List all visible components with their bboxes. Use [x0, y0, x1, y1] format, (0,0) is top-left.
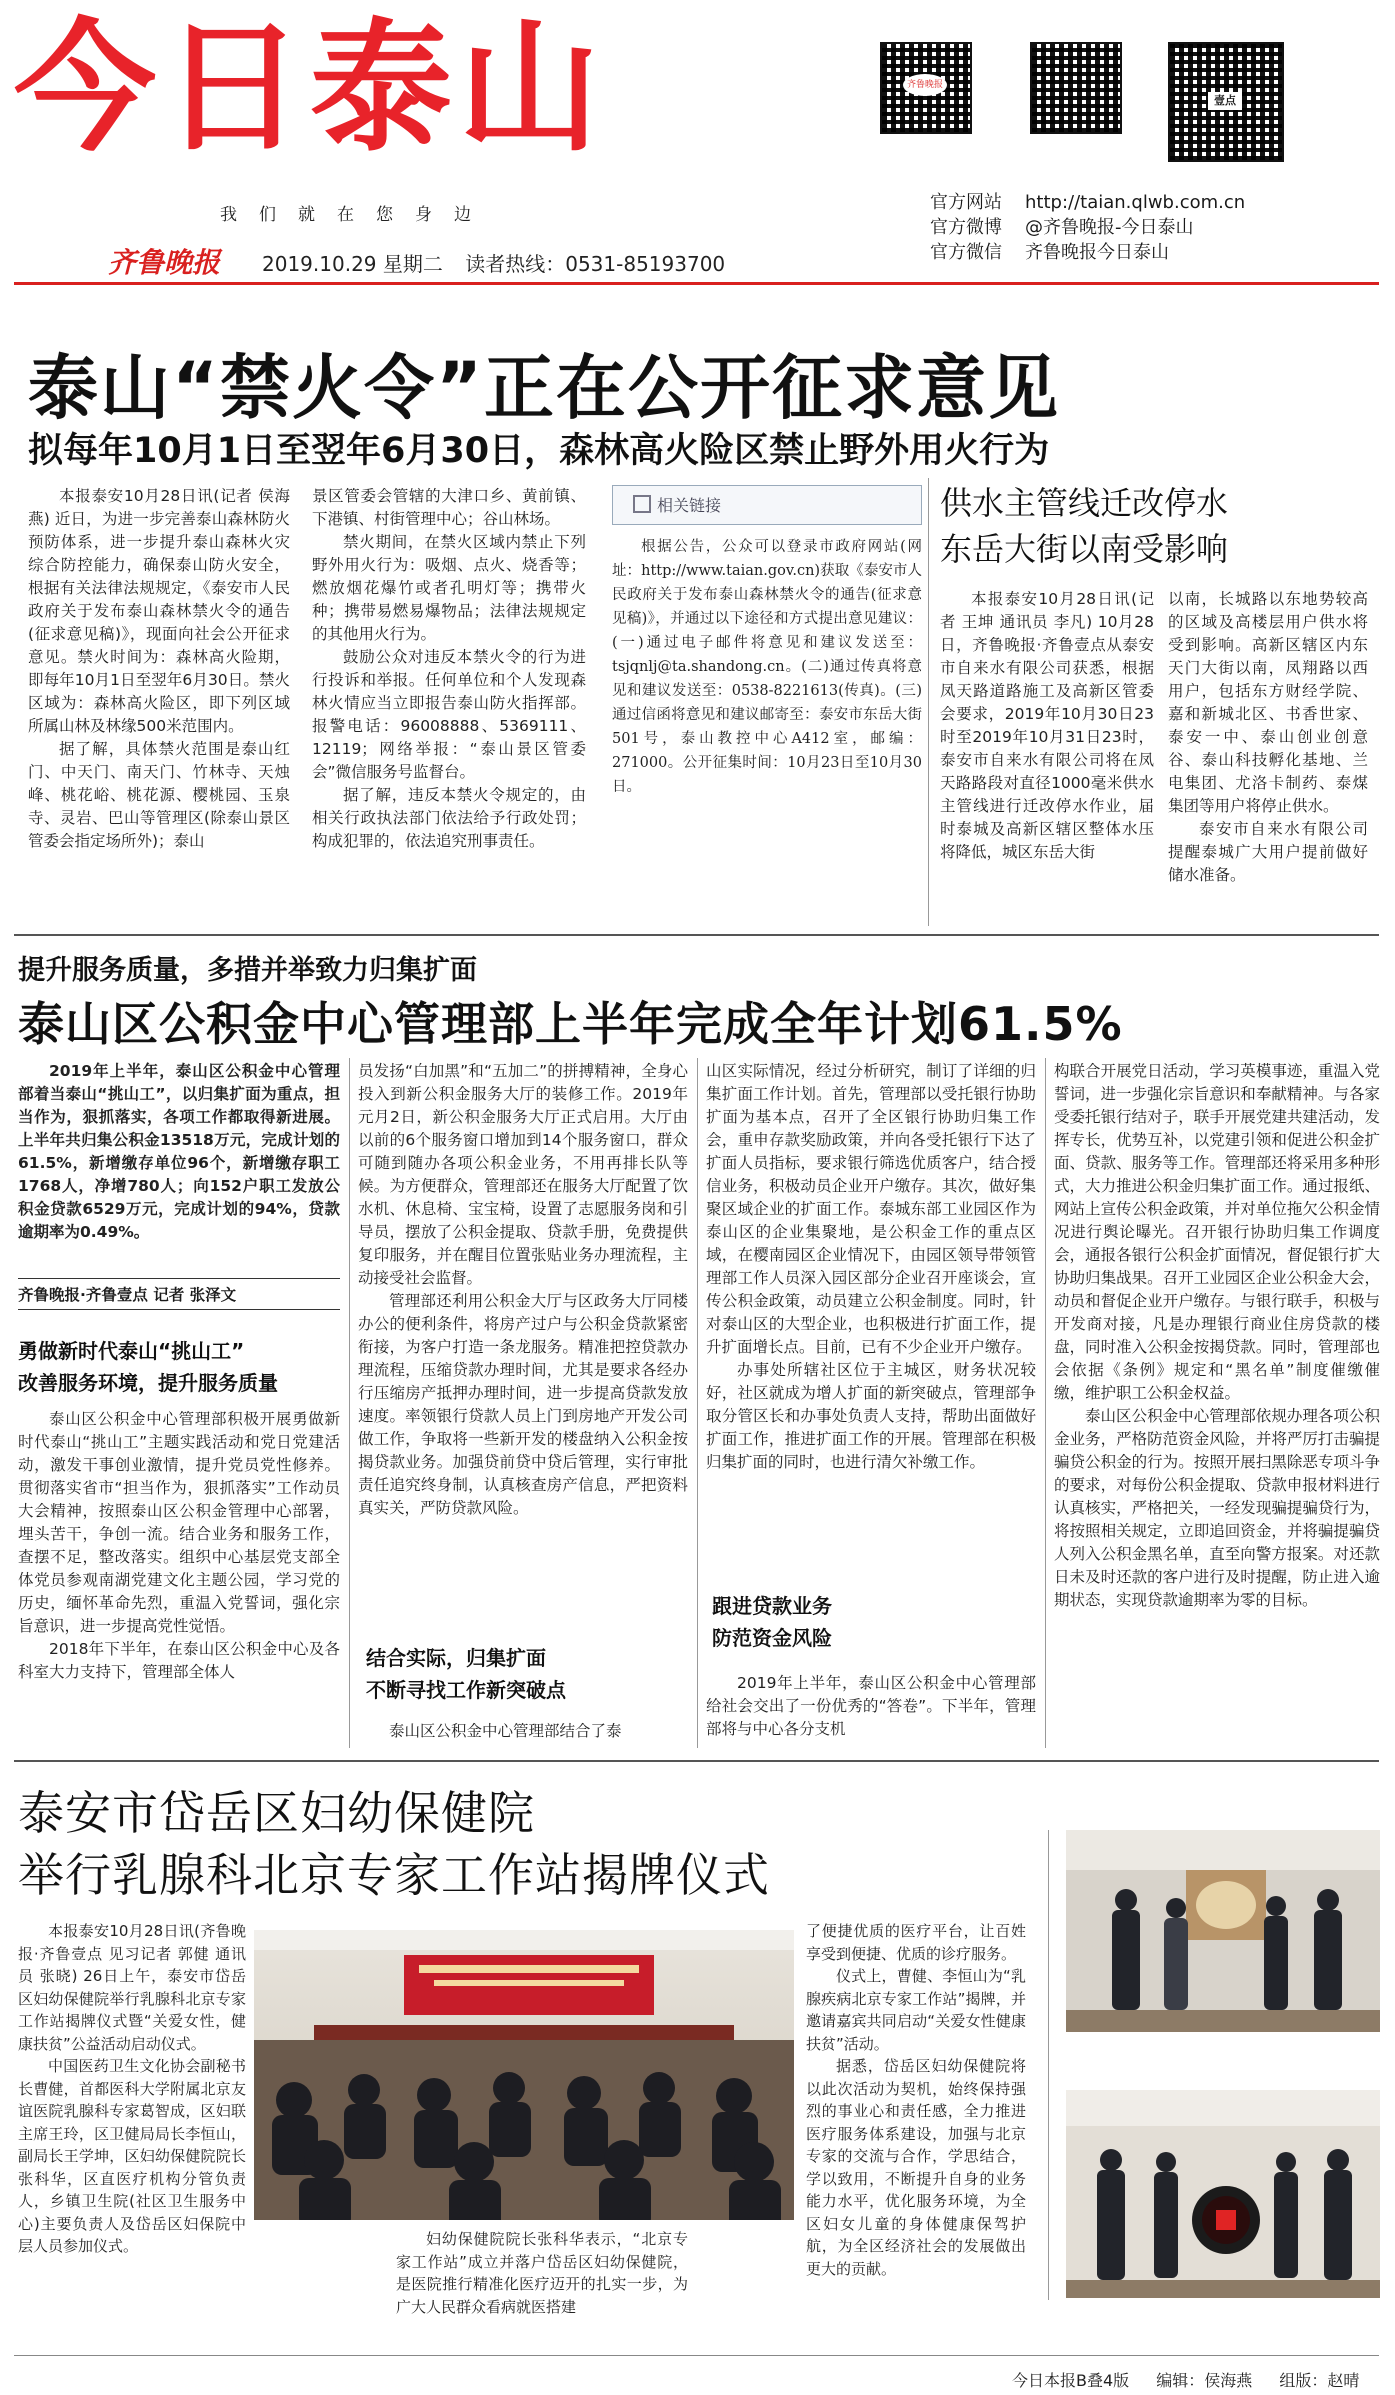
paragraph: 泰安市自来水有限公司提醒泰城广大用户提前做好储水准备。 — [1168, 820, 1368, 884]
water-column-2 — [1168, 588, 1368, 924]
paragraph: 2019年上半年，泰山区公积金中心管理部给社会交出了一份优秀的“答卷”。下半年，管理部将与中心各分支机 — [706, 1674, 1036, 1738]
paragraph: 2018年下半年，在泰山区公积金中心及各科室大力支持下，管理部全体人 — [18, 1640, 340, 1681]
paragraph: 员发扬“白加黑”和“五加二”的拼搏精神，全身心投入到新公积金服务大厅的装修工作。2019年元月2日，新公积金服务大厅正式启用。大厅由以前的6个服务窗口增加到14个服务窗口，群众可随到随办各项公积金业务，不用再排长队等候。为方便群众，管理部还在服务大厅配置了饮水机、休息椅、宝宝椅，设置了志愿服务岗和引导员，摆放了公积金提取、贷款手册，免费提供复印服务，并在醒目位置张贴业务办理流程，主动接受社会监督。 — [358, 1062, 688, 1287]
headline-line: 东岳大街以南受影响 — [940, 530, 1229, 568]
website-link[interactable]: http://taian.qlwb.com.cn — [1025, 192, 1246, 213]
lead-column-3 — [612, 535, 922, 923]
launch-photo — [1066, 2090, 1380, 2298]
subhead-line: 结合实际，归集扩面 — [366, 1646, 546, 1670]
editor-label: 编辑：侯海燕 — [1156, 2371, 1253, 2390]
subhead-line: 跟进贷款业务 — [712, 1594, 832, 1618]
lead-column-1 — [28, 485, 290, 927]
fund-kicker: 提升服务质量，多措并举致力归集扩面 — [18, 955, 477, 986]
fund-column-1 — [18, 1408, 340, 1748]
fund-subhead-2 — [366, 1642, 566, 1706]
hospital-column-2 — [396, 2228, 688, 2342]
paragraph: 鼓励公众对违反本禁火令的行为进行投诉和举报。任何单位和个人发现森林火情应当立即报告泰山防火指挥部。报警电话：96008888、5369111、12119；网络举报：“泰山景区管委会”微信服务号监督台。 — [312, 648, 586, 781]
headline-line: 举行乳腺科北京专家工作站揭牌仪式 — [18, 1848, 770, 1902]
masthead-rule — [14, 282, 1379, 285]
paragraph: 以南，长城路以东地势较高的区域及高楼层用户供水将受到影响。高新区辖区内东天门大街以南，凤翔路以西用户，包括东方财经学院、嘉和新城北区、书香世家、泰安一中、泰山创业创意谷、泰山科技孵化基地、兰电集团、尤洛卡制药、泰煤集团等用户将停止供水。 — [1168, 590, 1368, 815]
paragraph: 据了解，违反本禁火令规定的，由相关行政执法部门依法给予行政处罚；构成犯罪的，依法追究刑事责任。 — [312, 786, 586, 850]
weibo-handle: @齐鲁晚报-今日泰山 — [1025, 217, 1194, 238]
wechat-handle: 齐鲁晚报今日泰山 — [1025, 242, 1169, 263]
related-link-box — [612, 485, 922, 525]
fund-subhead-3 — [712, 1590, 832, 1654]
lead-subhead: 拟每年10月1日至翌年6月30日，森林高火险区禁止野外用火行为 — [28, 431, 1050, 471]
fund-subhead-1 — [18, 1335, 278, 1399]
issue-date: 2019.10.29 星期二 — [262, 252, 443, 276]
subhead-line: 防范资金风险 — [712, 1626, 832, 1650]
paragraph: 本报泰安10月28日讯(记者 王坤 通讯员 李凡) 10月28日，齐鲁晚报·齐鲁壹点从泰安市自来水有限公司获悉，根据凤天路道路施工及高新区管委会要求，2019年10月30日23时至2019年10月31日23时，泰安市自来水有限公司将在凤天路路段对直径1000毫米供水主管线进行迁改停水作业，届时泰城及高新区辖区整体水压将降低，城区东岳大街 — [940, 590, 1154, 861]
fund-column-3 — [706, 1060, 1036, 1580]
hospital-column-1 — [18, 1920, 246, 2340]
column-divider — [1045, 1058, 1046, 1748]
headline-line: 供水主管线迁改停水 — [940, 484, 1229, 522]
paragraph: 泰山区公积金中心管理部结合了泰 — [389, 1722, 622, 1740]
dateline — [262, 248, 725, 277]
column-divider — [928, 478, 929, 926]
hospital-column-3 — [806, 1920, 1026, 2340]
contact-label: 官方微信 — [930, 242, 1002, 263]
section-divider — [14, 934, 1379, 936]
qr-logo-label: 齐鲁晚报 — [903, 74, 947, 96]
hotline-label: 读者热线： — [465, 252, 566, 276]
launch-photo-image — [1066, 2090, 1380, 2298]
contact-label: 官方网站 — [930, 192, 1002, 213]
paragraph: 泰山区公积金中心管理部依规办理各项公积金业务，严格防范资金风险，并将严厉打击骗提骗贷公积金的行为。按照开展扫黑除恶专项斗争的要求，对每份公积金提取、贷款申报材料进行认真核实，严格把关，一经发现骗提骗贷行为，将按照相关规定，立即追回资金，并将骗提骗贷人列入公积金黑名单，直至向警方报案。对还款日未及时还款的客户进行及时提醒，防止进入逾期状态，实现贷款逾期率为零的目标。 — [1054, 1407, 1380, 1609]
section-divider — [14, 1760, 1379, 1762]
contact-label: 官方微博 — [930, 217, 1002, 238]
lead-column-2 — [312, 485, 586, 927]
masthead-title: 今日泰山 — [14, 6, 606, 171]
paragraph: 山区实际情况，经过分析研究，制订了详细的归集扩面工作计划。首先，管理部以受托银行协助扩面为基本点，召开了全区银行协助归集工作会，重申存款奖励政策，并向各受托银行下达了扩面人员指标，要求银行筛选优质客户，结合授信业务，积极动员企业开户缴存。其次，做好集聚区域企业的扩面工作。泰城东部工业园区作为泰山区的企业集聚地，是公积金工作的重点区域，在樱南园区企业情况下，由园区领导带领管理部工作人员深入园区部分企业召开座谈会，宣传公积金政策，动员建立公积金制度。同时，针对泰山区的大型企业，也积极进行扩面工作，提升扩面增长点。目前，已有不少企业开户缴存。 — [706, 1062, 1036, 1356]
meeting-photo — [254, 1930, 794, 2220]
paragraph: 仪式上，曹健、李恒山为“乳腺疾病北京专家工作站”揭牌，并邀请嘉宾共同启动“关爱女性健康扶贫”活动。 — [806, 1967, 1026, 2053]
paragraph: 根据公告，公众可以登录市政府网站(网址：http://www.taian.gov.cn)获取《泰安市人民政府关于发布泰山森林禁火令的通告(征求意见稿)》，并通过以下途径和方式提出意见建议：(一)通过电子邮件将意见和建议发送至：tsjqnlj@ta.shandong.cn。(二)通过传真将意见和建议发送至：0538-8221613(传真)。(三)通过信函将意见和建议邮寄至：泰安市东岳大街501号，泰山教控中心A412室，邮编：271000。公开征集时间：10月23日至10月30日。 — [612, 539, 922, 795]
lead-headline: 泰山“禁火令”正在公开征求意见 — [28, 347, 1061, 429]
paragraph: 办事处所辖社区位于主城区，财务状况较好，社区就成为增人扩面的新突破点，管理部争取分管区长和办事处负责人支持，帮助出面做好扩面工作，推进扩面工作的开展。管理部在积极归集扩面的同时，也进行清欠补缴工作。 — [706, 1361, 1036, 1471]
subhead-line: 不断寻找工作新突破点 — [366, 1678, 566, 1702]
column-divider — [697, 1058, 698, 1748]
paragraph: 泰山区公积金中心管理部积极开展勇做新时代泰山“挑山工”主题实践活动和党日党建活动，激发干事创业激情，提升党员党性修养。贯彻落实省市“担当作为，狠抓落实”工作动员大会精神，按照泰山区公积金管理中心部署，埋头苦干，争创一流。结合业务和服务工作，查摆不足，整改落实。组织中心基层党支部全体党员参观南湖党建文化主题公园，学习党的历史，缅怀革命先烈，重温入党誓词，强化宗旨意识，进一步提高党性觉悟。 — [18, 1410, 340, 1635]
layout-label: 组版：赵晴 — [1279, 2371, 1360, 2390]
paragraph: 妇幼保健院院长张科华表示，“北京专家工作站”成立并落户岱岳区妇幼保健院，是医院推行精准化医疗迈开的扎实一步，为广大人民群众看病就医搭建 — [396, 2230, 688, 2316]
unveiling-photo-image — [1066, 1830, 1380, 2032]
qr-logo-label: 壹点 — [1208, 92, 1242, 110]
masthead-slogan: 我们就在您身边 — [220, 205, 493, 225]
paragraph: 本报泰安10月28日讯(齐鲁晚报·齐鲁壹点 见习记者 郭健 通讯员 张晓) 26日上午，泰安市岱岳区妇幼保健院举行乳腺科北京专家工作站揭牌仪式暨“关爱女性，健康扶贫”公益活动启动仪式。 — [18, 1922, 246, 2053]
paragraph: 了便捷优质的医疗平台，让百姓享受到便捷、优质的诊疗服务。 — [806, 1922, 1026, 1963]
fund-lead — [18, 1060, 340, 1270]
footer-line — [1012, 2368, 1359, 2391]
paragraph: 本报泰安10月28日讯(记者 侯海燕) 近日，为进一步完善泰山森林防火预防体系，进一步提升泰山森林火灾综合防控能力，确保泰山防火安全，根据有关法律法规规定，《泰安市人民政府关于发布泰山森林禁火令的通告(征求意见稿)》，现面向社会公开征求意见。禁火时间为：森林高火险期，即每年10月1日至翌年6月30日。禁火区域为：森林高火险区，即下列区域所属山林及林缘500米范围内。 — [28, 487, 290, 735]
fund-column-2-tail — [358, 1720, 688, 1748]
link-icon — [633, 495, 651, 513]
qr-code-icon — [1030, 42, 1122, 134]
contacts-block — [930, 190, 1245, 265]
page-label: 今日本报B叠4版 — [1012, 2371, 1130, 2390]
related-link-label: 相关链接 — [657, 496, 722, 515]
hotline-number: 0531-85193700 — [565, 252, 726, 276]
paragraph: 管理部还利用公积金大厅与区政务大厅同楼办公的便利条件，将房产过户与公积金贷款紧密衔接，为客户打造一条龙服务。精准把控贷款办理流程，压缩贷款办理时间，尤其是要求各经办行压缩房产抵押办理时间，进一步提高贷款发放速度。率领银行贷款人员上门到房地产开发公司做工作，争取将一些新开发的楼盘纳入公积金按揭贷款业务。加强贷前贷中贷后管理，实行审批责任追究终身制，认真核查房产信息，严把资料真实关，严防贷款风险。 — [358, 1292, 688, 1517]
paragraph: 据悉，岱岳区妇幼保健院将以此次活动为契机，始终保持强烈的事业心和责任感，全力推进医疗服务体系建设，加强与北京专家的交流与合作，学思结合，学以致用，不断提升自身的业务能力水平，优化服务环境，为全区妇女儿童的身体健康保驾护航，为全区经济社会的发展做出更大的贡献。 — [806, 2057, 1026, 2278]
column-divider — [349, 1058, 350, 1748]
water-column-1 — [940, 588, 1154, 924]
water-headline — [940, 480, 1228, 572]
fund-column-4 — [1054, 1060, 1380, 1750]
paragraph: 构联合开展党日活动，学习英模事迹，重温入党誓词，进一步强化宗旨意识和奉献精神。与各家受委托银行结对子，联手开展党建共建活动，发挥专长，优势互补，以党建引领和促进公积金扩面、贷款、服务等工作。管理部还将采用多种形式，大力推进公积金归集扩面工作。通过报纸、网站上宣传公积金政策，并对单位拖欠公积金情况进行舆论曝光。召开银行协助归集工作调度会，通报各银行公积金扩面情况，督促银行扩大协助归集战果。召开工业园区企业公积金大会，动员和督促企业开户缴存。与银行联手，积极与开发商对接，凡是办理银行商业住房贷款的楼盘，同时准入公积金按揭贷款。同时，管理部也会依据《条例》规定和“黑名单”制度催缴催缴，维护职工公积金权益。 — [1054, 1062, 1380, 1402]
hospital-headline — [18, 1782, 770, 1906]
footer-rule — [14, 2355, 1379, 2356]
headline-line: 泰安市岱岳区妇幼保健院 — [18, 1786, 535, 1840]
fund-column-3-tail — [706, 1672, 1036, 1748]
paragraph: 景区管委会管辖的大津口乡、黄前镇、下港镇、村街管理中心；谷山林场。 — [312, 487, 586, 528]
fund-headline: 泰山区公积金中心管理部上半年完成全年计划61.5% — [18, 997, 1123, 1051]
subhead-line: 勇做新时代泰山“挑山工” — [18, 1339, 245, 1363]
fund-byline: 齐鲁晚报·齐鲁壹点 记者 张泽文 — [18, 1278, 340, 1310]
unveiling-photo — [1066, 1830, 1380, 2032]
fund-column-2 — [358, 1060, 688, 1630]
subhead-line: 改善服务环境，提升服务质量 — [18, 1371, 278, 1395]
brand-logo: 齐鲁晚报 — [108, 246, 221, 279]
paragraph: 中国医药卫生文化协会副秘书长曹健，首都医科大学附属北京友谊医院乳腺科专家葛智成，区妇联主席王玲，区卫健局局长李恒山，副局长王学坤，区妇幼保健院院长张科华，区直医疗机构分管负责人，乡镇卫生院(社区卫生服务中心)主要负责人及岱岳区妇保院中层人员参加仪式。 — [18, 2057, 246, 2255]
column-divider — [1048, 1830, 1049, 2300]
paragraph: 据了解，具体禁火范围是泰山红门、中天门、南天门、竹林寺、天烛峰、桃花峪、桃花源、樱桃园、玉泉寺、灵岩、巴山等管理区(除泰山景区管委会指定场所外)；泰山 — [28, 740, 290, 850]
meeting-photo-image — [254, 1930, 794, 2220]
paragraph: 禁火期间，在禁火区域内禁止下列野外用火行为：吸烟、点火、烧香等；燃放烟花爆竹或者孔明灯等；携带火种；携带易燃易爆物品；法律法规规定的其他用火行为。 — [312, 533, 586, 643]
paragraph: 2019年上半年，泰山区公积金中心管理部着当泰山“挑山工”，以归集扩面为重点，担当作为，狠抓落实，各项工作都取得新进展。上半年共归集公积金13518万元，完成计划的61.5%，新增缴存单位96个，新增缴存职工1768人，净增780人；向152户职工发放公积金贷款6529万元，完成计划的94%，贷款逾期率为0.49%。 — [18, 1062, 340, 1241]
